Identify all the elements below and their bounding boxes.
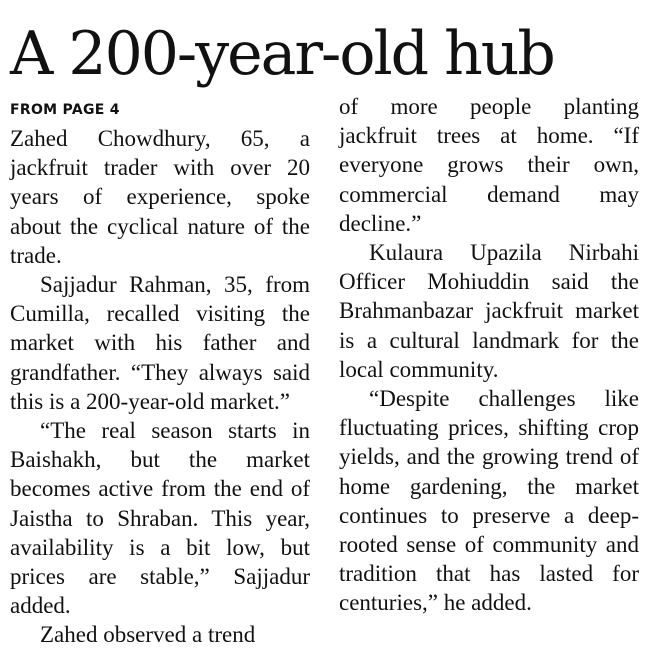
- paragraph: Sajjadur Rahman, 35, from Cumilla, recalled visiting the market with his father and grandfather. “They always said this is a 200-year-old market.”: [10, 272, 310, 414]
- paragraph: Zahed observed a trend: [40, 622, 256, 648]
- paragraph: of more people planting jackfruit trees at home. “If everyone grows their own, commercial demand may decline.”: [339, 94, 639, 236]
- kicker-from-page: FROM PAGE 4: [10, 102, 120, 118]
- column-right: [339, 94, 639, 650]
- column-left: [10, 100, 310, 650]
- paragraph: “Despite challenges like fluctuating prices, shifting crop yields, and the growing trend of home gardening, the market continues to preserve a deep-rooted sense of community and tradition that has lasted for centuries,” he added.: [339, 386, 639, 616]
- paragraph: Zahed Chowdhury, 65, a jackfruit trader with over 20 years of experience, spoke about the cyclical nature of the trade.: [10, 126, 310, 268]
- article-body: [10, 94, 639, 650]
- paragraph: “The real season starts in Baishakh, but the market becomes active from the end of Jaistha to Shraban. This year, availability is a bit low, but prices are stable,” Sajjadur added.: [10, 418, 310, 619]
- paragraph: Kulaura Upazila Nirbahi Officer Mohiuddin said the Brahmanbazar jackfruit market is a cultural landmark for the local community.: [339, 240, 639, 382]
- headline: A 200-year-old hub: [10, 19, 554, 89]
